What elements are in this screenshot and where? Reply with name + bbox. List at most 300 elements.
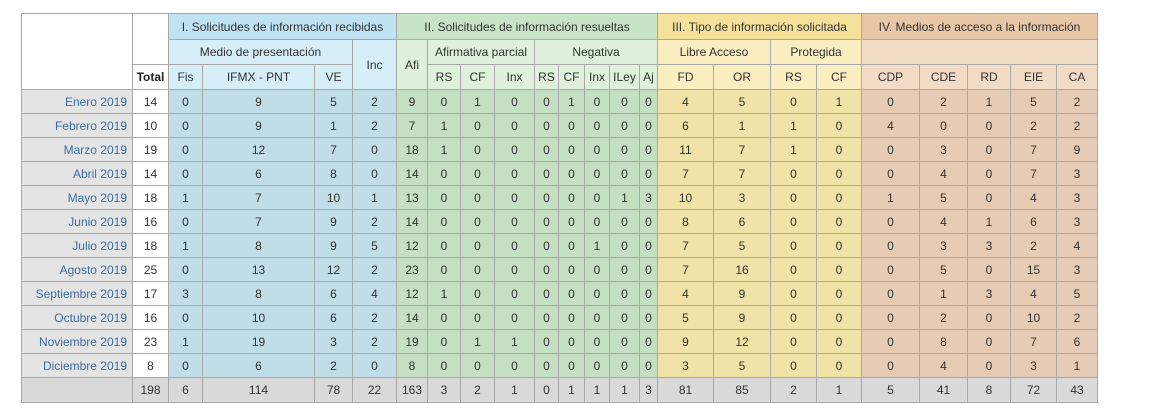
table-cell: 18 [397, 138, 428, 162]
table-cell: 0 [771, 234, 817, 258]
table-cell: 0 [862, 138, 920, 162]
table-cell: 0 [495, 258, 535, 282]
table-cell: 19 [133, 138, 169, 162]
month-label: Febrero 2019 [22, 114, 133, 138]
table-cell: 0 [461, 282, 495, 306]
table-cell: 0 [640, 90, 658, 114]
table-cell: 0 [771, 90, 817, 114]
table-cell: 12 [714, 330, 771, 354]
table-cell: 7 [1011, 330, 1057, 354]
table-cell: 12 [315, 258, 353, 282]
table-cell: 2 [353, 210, 397, 234]
table-cell: 1 [495, 330, 535, 354]
table-cell: 6 [1057, 330, 1098, 354]
total-cell: 3 [428, 378, 461, 403]
table-cell: 8 [203, 282, 315, 306]
table-cell: 0 [585, 306, 610, 330]
table-cell: 0 [428, 330, 461, 354]
table-cell: 1 [968, 210, 1011, 234]
table-cell: 0 [862, 258, 920, 282]
col-header-total: Total [133, 65, 169, 90]
subgroup-libre-acceso: Libre Acceso [658, 40, 771, 65]
col-header-cdp: CDP [862, 65, 920, 90]
table-cell: 5 [315, 90, 353, 114]
table-cell: 0 [495, 282, 535, 306]
table-cell: 12 [203, 138, 315, 162]
table-cell: 0 [585, 90, 610, 114]
total-cell: 163 [397, 378, 428, 403]
table-cell: 3 [658, 354, 714, 378]
table-cell: 16 [133, 210, 169, 234]
table-cell: 0 [968, 186, 1011, 210]
table-cell: 0 [817, 162, 862, 186]
table-cell: 2 [353, 114, 397, 138]
report-table-container [21, 13, 1098, 403]
table-cell: 0 [535, 114, 559, 138]
table-cell: 1 [920, 282, 968, 306]
table-cell: 1 [169, 186, 203, 210]
table-cell: 0 [461, 210, 495, 234]
table-cell: 0 [353, 138, 397, 162]
table-cell: 10 [1011, 306, 1057, 330]
table-cell: 0 [461, 114, 495, 138]
table-cell: 23 [133, 330, 169, 354]
table-cell: 1 [169, 330, 203, 354]
col-header-protegida-cf: CF [817, 65, 862, 90]
table-cell: 0 [640, 114, 658, 138]
table-cell: 0 [495, 114, 535, 138]
col-header-ifmx-pnt: IFMX - PNT [203, 65, 315, 90]
table-cell: 0 [817, 210, 862, 234]
table-cell: 0 [610, 162, 640, 186]
table-cell: 0 [559, 306, 585, 330]
table-cell: 5 [920, 258, 968, 282]
totals-row [22, 378, 1098, 403]
table-cell: 0 [771, 186, 817, 210]
table-cell: 4 [862, 114, 920, 138]
table-cell: 1 [585, 234, 610, 258]
table-cell: 8 [397, 354, 428, 378]
table-cell: 1 [771, 138, 817, 162]
header-row-subgroups [22, 40, 1098, 65]
col-header-negativa-iley: ILey [610, 65, 640, 90]
table-cell: 0 [610, 258, 640, 282]
total-cell: 2 [461, 378, 495, 403]
table-cell: 4 [658, 282, 714, 306]
totals-label-cell [22, 378, 133, 403]
table-cell: 1 [610, 186, 640, 210]
table-cell: 7 [714, 162, 771, 186]
col-header-cde: CDE [920, 65, 968, 90]
subgroup-negativa: Negativa [535, 40, 658, 65]
table-cell: 13 [203, 258, 315, 282]
table-cell: 4 [1011, 282, 1057, 306]
table-cell: 0 [817, 114, 862, 138]
col-header-negativa-inx: Inx [585, 65, 610, 90]
table-cell: 3 [920, 234, 968, 258]
table-cell: 0 [610, 210, 640, 234]
table-cell: 11 [658, 138, 714, 162]
table-cell: 1 [315, 114, 353, 138]
table-cell: 8 [920, 330, 968, 354]
table-cell: 0 [610, 282, 640, 306]
table-cell: 0 [495, 186, 535, 210]
table-cell: 0 [559, 186, 585, 210]
table-cell: 0 [968, 258, 1011, 282]
table-cell: 9 [714, 282, 771, 306]
total-cell: 81 [658, 378, 714, 403]
table-row [22, 162, 1098, 186]
table-cell: 9 [203, 90, 315, 114]
table-cell: 5 [1011, 90, 1057, 114]
table-cell: 0 [535, 234, 559, 258]
table-cell: 14 [397, 162, 428, 186]
subgroup-protegida: Protegida [771, 40, 862, 65]
table-cell: 0 [862, 306, 920, 330]
table-cell: 0 [461, 186, 495, 210]
table-cell: 0 [495, 162, 535, 186]
table-cell: 1 [714, 114, 771, 138]
table-cell: 0 [428, 186, 461, 210]
table-cell: 0 [862, 234, 920, 258]
table-cell: 17 [133, 282, 169, 306]
table-cell: 14 [397, 306, 428, 330]
col-header-ve: VE [315, 65, 353, 90]
table-cell: 10 [658, 186, 714, 210]
table-cell: 0 [771, 162, 817, 186]
table-cell: 14 [397, 210, 428, 234]
table-cell: 0 [771, 258, 817, 282]
table-cell: 7 [658, 162, 714, 186]
col-header-afi: Afi [397, 40, 428, 90]
total-cell: 8 [968, 378, 1011, 403]
table-cell: 0 [559, 282, 585, 306]
table-cell: 0 [461, 162, 495, 186]
table-cell: 0 [535, 90, 559, 114]
month-label: Septiembre 2019 [22, 282, 133, 306]
table-row [22, 354, 1098, 378]
table-row [22, 306, 1098, 330]
table-cell: 0 [428, 162, 461, 186]
table-cell: 12 [397, 282, 428, 306]
table-cell: 0 [771, 210, 817, 234]
table-cell: 0 [640, 234, 658, 258]
table-cell: 2 [1011, 114, 1057, 138]
total-cell: 1 [559, 378, 585, 403]
table-cell: 7 [397, 114, 428, 138]
total-cell: 72 [1011, 378, 1057, 403]
table-cell: 0 [559, 354, 585, 378]
table-cell: 0 [817, 258, 862, 282]
table-cell: 2 [353, 90, 397, 114]
month-label: Julio 2019 [22, 234, 133, 258]
table-row [22, 282, 1098, 306]
table-cell: 6 [1011, 210, 1057, 234]
table-cell: 6 [315, 306, 353, 330]
total-cell: 114 [203, 378, 315, 403]
table-cell: 0 [428, 210, 461, 234]
table-cell: 4 [658, 90, 714, 114]
col-header-afirmativa-rs: RS [428, 65, 461, 90]
table-cell: 5 [714, 354, 771, 378]
table-cell: 1 [353, 186, 397, 210]
table-cell: 0 [610, 330, 640, 354]
table-cell: 0 [610, 306, 640, 330]
table-cell: 0 [817, 138, 862, 162]
table-row [22, 258, 1098, 282]
table-cell: 0 [169, 306, 203, 330]
table-cell: 0 [585, 354, 610, 378]
total-cell: 2 [771, 378, 817, 403]
total-header-spacer [133, 14, 169, 65]
total-cell: 5 [862, 378, 920, 403]
total-cell: 43 [1057, 378, 1098, 403]
table-cell: 4 [353, 282, 397, 306]
total-cell: 22 [353, 378, 397, 403]
table-cell: 1 [771, 114, 817, 138]
table-cell: 2 [353, 306, 397, 330]
header-row-columns [22, 65, 1098, 90]
table-cell: 7 [658, 258, 714, 282]
total-cell: 3 [640, 378, 658, 403]
table-cell: 4 [1057, 234, 1098, 258]
table-cell: 5 [714, 90, 771, 114]
table-cell: 0 [640, 306, 658, 330]
table-cell: 0 [817, 186, 862, 210]
table-cell: 0 [817, 330, 862, 354]
month-label: Diciembre 2019 [22, 354, 133, 378]
table-cell: 3 [1057, 162, 1098, 186]
table-cell: 9 [397, 90, 428, 114]
table-cell: 0 [862, 282, 920, 306]
table-cell: 7 [203, 210, 315, 234]
table-cell: 8 [658, 210, 714, 234]
table-cell: 6 [658, 114, 714, 138]
table-cell: 0 [640, 162, 658, 186]
table-row [22, 90, 1098, 114]
col-header-negativa-aj: Aj [640, 65, 658, 90]
table-cell: 0 [585, 162, 610, 186]
month-label: Agosto 2019 [22, 258, 133, 282]
table-cell: 19 [203, 330, 315, 354]
col-header-afirmativa-inx: Inx [495, 65, 535, 90]
col-header-negativa-cf: CF [559, 65, 585, 90]
table-cell: 7 [315, 138, 353, 162]
table-cell: 0 [640, 282, 658, 306]
table-cell: 0 [495, 210, 535, 234]
table-cell: 18 [133, 186, 169, 210]
table-cell: 0 [610, 114, 640, 138]
table-cell: 5 [714, 234, 771, 258]
table-row [22, 138, 1098, 162]
table-cell: 0 [640, 354, 658, 378]
table-cell: 0 [640, 258, 658, 282]
table-cell: 9 [315, 210, 353, 234]
table-cell: 0 [559, 258, 585, 282]
table-row [22, 114, 1098, 138]
table-cell: 6 [714, 210, 771, 234]
table-cell: 5 [920, 186, 968, 210]
table-cell: 3 [714, 186, 771, 210]
group-header-recibidas: I. Solicitudes de información recibidas [169, 14, 397, 40]
total-cell: 198 [133, 378, 169, 403]
group-header-medios: IV. Medios de acceso a la información [862, 14, 1098, 40]
table-cell: 4 [920, 210, 968, 234]
table-cell: 4 [920, 162, 968, 186]
table-cell: 3 [1057, 258, 1098, 282]
col-header-eie: EIE [1011, 65, 1057, 90]
table-cell: 0 [428, 234, 461, 258]
total-cell: 1 [610, 378, 640, 403]
subgroup-afirmativa-parcial: Afirmativa parcial [428, 40, 535, 65]
table-cell: 0 [585, 186, 610, 210]
table-cell: 1 [428, 138, 461, 162]
table-cell: 0 [353, 162, 397, 186]
table-cell: 25 [133, 258, 169, 282]
total-cell: 6 [169, 378, 203, 403]
table-cell: 0 [968, 138, 1011, 162]
table-cell: 1 [428, 282, 461, 306]
table-cell: 0 [169, 258, 203, 282]
table-cell: 0 [585, 258, 610, 282]
table-cell: 12 [397, 234, 428, 258]
group-header-tipo: III. Tipo de información solicitada [658, 14, 862, 40]
table-cell: 0 [559, 162, 585, 186]
month-label: Enero 2019 [22, 90, 133, 114]
total-cell: 1 [817, 378, 862, 403]
table-cell: 6 [315, 282, 353, 306]
table-cell: 7 [714, 138, 771, 162]
table-cell: 1 [461, 330, 495, 354]
col-header-afirmativa-cf: CF [461, 65, 495, 90]
table-cell: 0 [968, 306, 1011, 330]
table-cell: 0 [610, 138, 640, 162]
table-cell: 0 [535, 138, 559, 162]
table-cell: 0 [610, 90, 640, 114]
table-cell: 0 [353, 354, 397, 378]
header-row-groups [22, 14, 1098, 40]
table-cell: 14 [133, 162, 169, 186]
month-label: Junio 2019 [22, 210, 133, 234]
col-header-ca: CA [1057, 65, 1098, 90]
col-header-or: OR [714, 65, 771, 90]
table-cell: 0 [862, 90, 920, 114]
table-cell: 9 [714, 306, 771, 330]
table-cell: 8 [133, 354, 169, 378]
table-cell: 3 [968, 282, 1011, 306]
col-header-fis: Fis [169, 65, 203, 90]
table-cell: 0 [817, 234, 862, 258]
table-cell: 3 [315, 330, 353, 354]
subgroup-medios-spacer [862, 40, 1098, 65]
table-cell: 0 [862, 354, 920, 378]
table-cell: 0 [169, 138, 203, 162]
table-cell: 3 [920, 138, 968, 162]
table-cell: 6 [203, 162, 315, 186]
table-cell: 0 [535, 330, 559, 354]
table-cell: 0 [495, 354, 535, 378]
total-cell: 78 [315, 378, 353, 403]
table-cell: 0 [920, 114, 968, 138]
table-cell: 0 [169, 114, 203, 138]
group-header-resueltas: II. Solicitudes de información resueltas [397, 14, 658, 40]
table-row [22, 234, 1098, 258]
table-cell: 4 [1011, 186, 1057, 210]
table-cell: 2 [920, 306, 968, 330]
table-cell: 0 [495, 306, 535, 330]
table-cell: 0 [968, 162, 1011, 186]
table-cell: 1 [428, 114, 461, 138]
table-cell: 13 [397, 186, 428, 210]
total-cell: 85 [714, 378, 771, 403]
month-label: Marzo 2019 [22, 138, 133, 162]
table-cell: 7 [203, 186, 315, 210]
table-cell: 10 [133, 114, 169, 138]
table-cell: 0 [771, 306, 817, 330]
table-cell: 0 [862, 162, 920, 186]
table-cell: 0 [428, 306, 461, 330]
table-cell: 3 [968, 234, 1011, 258]
table-cell: 1 [1057, 354, 1098, 378]
table-cell: 9 [658, 330, 714, 354]
col-header-rd: RD [968, 65, 1011, 90]
table-cell: 2 [315, 354, 353, 378]
table-cell: 0 [771, 354, 817, 378]
table-cell: 2 [1057, 90, 1098, 114]
table-cell: 0 [535, 162, 559, 186]
table-cell: 0 [817, 306, 862, 330]
table-cell: 0 [461, 258, 495, 282]
table-cell: 0 [428, 90, 461, 114]
table-cell: 2 [920, 90, 968, 114]
table-cell: 0 [495, 90, 535, 114]
table-cell: 0 [640, 210, 658, 234]
table-cell: 0 [461, 138, 495, 162]
table-cell: 8 [315, 162, 353, 186]
table-cell: 0 [585, 282, 610, 306]
table-cell: 0 [428, 354, 461, 378]
table-cell: 6 [203, 354, 315, 378]
table-cell: 3 [1057, 210, 1098, 234]
total-cell: 1 [585, 378, 610, 403]
month-label: Octubre 2019 [22, 306, 133, 330]
table-cell: 7 [1011, 162, 1057, 186]
total-cell: 41 [920, 378, 968, 403]
table-cell: 0 [169, 162, 203, 186]
table-cell: 0 [585, 114, 610, 138]
table-cell: 5 [1057, 282, 1098, 306]
table-cell: 0 [535, 186, 559, 210]
table-cell: 16 [714, 258, 771, 282]
table-cell: 5 [658, 306, 714, 330]
table-cell: 16 [133, 306, 169, 330]
table-cell: 0 [968, 330, 1011, 354]
table-cell: 15 [1011, 258, 1057, 282]
table-cell: 0 [169, 210, 203, 234]
table-cell: 0 [610, 234, 640, 258]
table-cell: 9 [1057, 138, 1098, 162]
table-cell: 1 [169, 234, 203, 258]
table-cell: 0 [535, 306, 559, 330]
table-cell: 0 [461, 306, 495, 330]
table-cell: 1 [817, 90, 862, 114]
total-cell: 0 [535, 378, 559, 403]
table-row [22, 210, 1098, 234]
table-cell: 2 [353, 330, 397, 354]
table-cell: 0 [968, 114, 1011, 138]
table-cell: 0 [495, 138, 535, 162]
table-cell: 1 [461, 90, 495, 114]
